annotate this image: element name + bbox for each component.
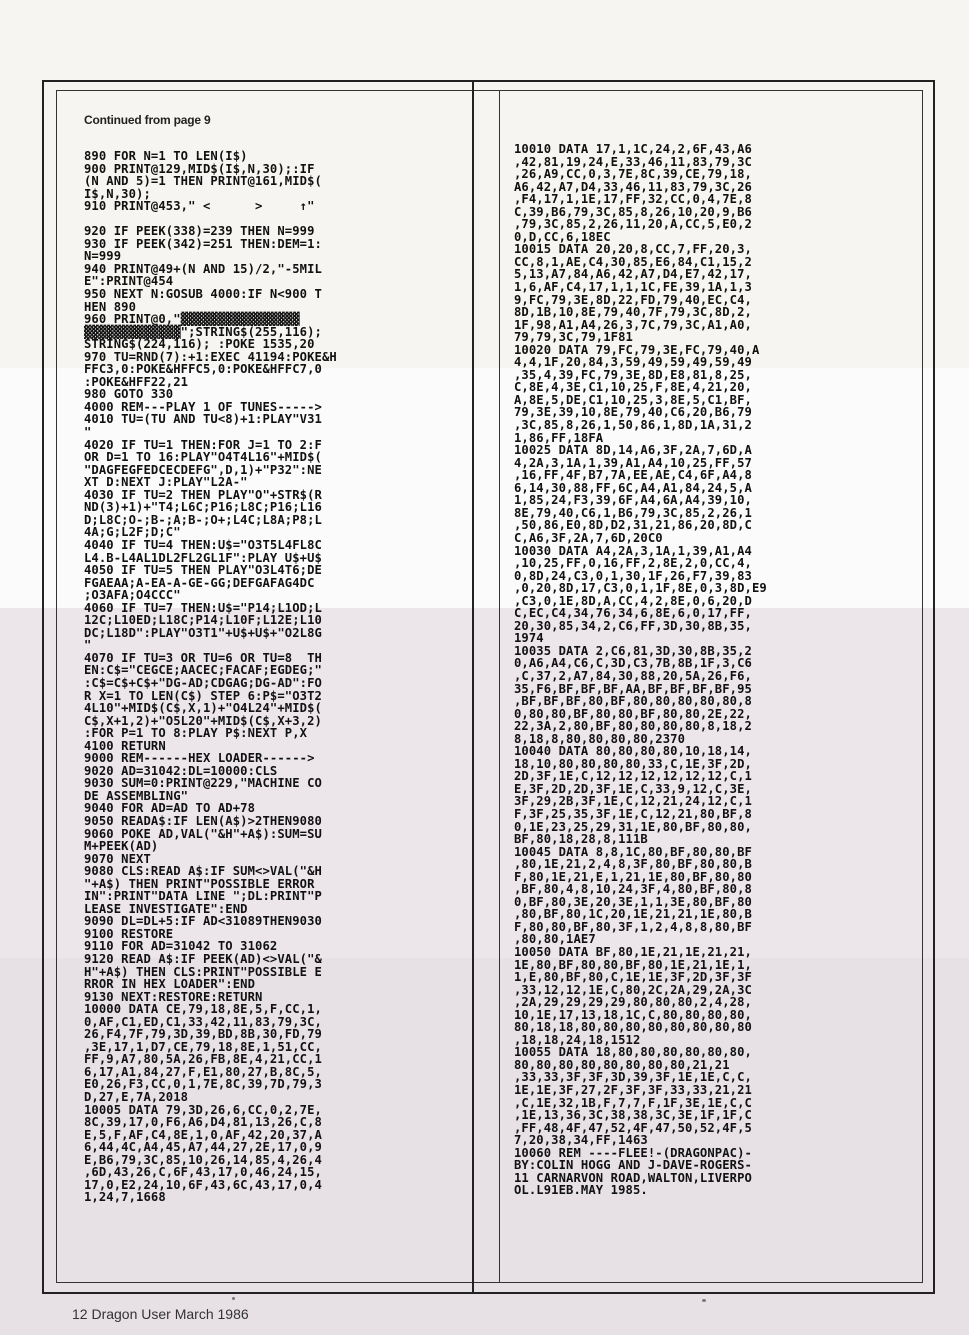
listing-line: 9120 READ A$:IF PEEK(AD)<>VAL("& (84, 952, 322, 966)
listing-left-column (84, 150, 464, 1204)
listing-line: ND(3)+1)+"T4;L6C;P16;L8C;P16;L16 (84, 500, 322, 515)
listing-line: 980 GOTO 330 (84, 387, 174, 402)
listing-line: 910 PRINT@453," < > ↑" (84, 199, 315, 214)
listing-line: 9130 NEXT:RESTORE:RETURN (84, 989, 263, 1004)
listing-line: 10000 DATA CE,79,18,8E,5,F,CC,1, (84, 1002, 322, 1017)
listing-line: 9090 DL=DL+5:IF AD<31089THEN9030 (84, 914, 322, 929)
listing-line: 9100 RESTORE (84, 926, 174, 941)
listing-line: 10055 DATA 18,80,80,80,80,80,80, (514, 1045, 752, 1060)
listing-line: ,C,37,2,A7,84,30,88,20,5A,26,F6, (514, 668, 752, 683)
listing-line: 0,AF,C1,ED,C1,33,42,11,83,79,3C, (84, 1014, 322, 1029)
listing-line: 1,86,FF,18FA (514, 430, 604, 445)
listing-line: ,FF,48,4F,47,52,4F,47,50,52,4F,5 (514, 1120, 752, 1135)
listing-line: ,BF,80,4,8,10,24,3F,4,80,BF,80,8 (514, 882, 752, 897)
listing-line: 0,8D,24,C3,0,1,30,1F,26,F7,39,83 (514, 568, 752, 583)
listing-line: 4000 REM---PLAY 1 OF TUNES-----> (84, 399, 322, 414)
listing-line: RROR IN HEX LOADER":END (84, 977, 256, 992)
listing-line: F,3F,25,35,3F,1E,C,12,21,80,BF,8 (514, 806, 752, 821)
listing-line: 4A;G;L2F;D;C" (84, 525, 181, 540)
listing-line: 0,80,80,BF,80,80,BF,80,80,2E,22, (514, 706, 752, 721)
listing-line: 890 FOR N=1 TO LEN(I$) (84, 149, 248, 163)
listing-line: DE ASSEMBLING" (84, 788, 189, 803)
listing-line: BY:COLIN HOGG AND J-DAVE-ROGERS- (514, 1158, 752, 1173)
listing-line: 79,79,3C,79,1F81 (514, 330, 633, 345)
scan-speck (702, 1299, 706, 1302)
listing-line: 930 IF PEEK(342)=251 THEN:DEM=1: (84, 236, 322, 251)
listing-line: 9040 FOR AD=AD TO AD+78 (84, 801, 256, 816)
listing-line: FFC3,0:POKE&HFFC5,0:POKE&HFFC7,0 (84, 362, 322, 377)
listing-line: 4L10"+MID$(C$,X,1)+"O4L24"+MID$( (84, 701, 322, 716)
listing-line: ,80,BF,80,1C,20,1E,21,21,1E,80,B (514, 907, 752, 922)
listing-line: 10,1E,17,13,18,1C,C,80,80,80,80, (514, 1007, 752, 1022)
listing-line: 10040 DATA 80,80,80,80,10,18,14, (514, 744, 752, 759)
listing-line: ,BF,BF,BF,80,BF,80,80,80,80,80,8 (514, 694, 752, 709)
listing-line: C$,X+1,2)+"O5L20"+MID$(C$,X+3,2) (84, 713, 322, 728)
listing-line: 9110 FOR AD=31042 TO 31062 (84, 939, 278, 954)
listing-line: 10020 DATA 79,FC,79,3E,FC,79,40,A (514, 342, 760, 357)
listing-line: 1,E,80,BF,80,C,1E,1E,3F,2D,3F,3F (514, 970, 752, 985)
listing-line: 10005 DATA 79,3D,26,6,CC,0,2,7E, (84, 1102, 322, 1117)
listing-right-column (514, 143, 914, 1197)
listing-line: 9060 POKE AD,VAL("&H"+A$):SUM=SU (84, 826, 322, 841)
listing-line: "+A$) THEN PRINT"POSSIBLE ERROR (84, 876, 315, 891)
listing-line: ,1E,13,36,3C,38,38,3C,3E,1F,1F,C (514, 1108, 752, 1123)
listing-line: C,A6,3F,2A,7,6D,20C0 (514, 530, 663, 545)
listing-line: LEASE INVESTIGATE":END (84, 901, 248, 916)
listing-line: 4030 IF TU=2 THEN PLAY"O"+STR$(R (84, 487, 322, 502)
listing-line: 9000 REM------HEX LOADER------> (84, 751, 315, 766)
listing-line: 0,A6,A4,C6,C,3D,C3,7B,8B,1F,3,C6 (514, 656, 752, 671)
listing-line: 22,3A,2,80,BF,80,80,80,80,8,18,2 (514, 719, 752, 734)
listing-line: ,6D,43,26,C,6F,43,17,0,46,24,15, (84, 1165, 322, 1180)
listing-line: 10035 DATA 2,C6,81,3D,30,8B,35,2 (514, 643, 752, 658)
listing-line: ,3E,17,1,D7,CE,79,18,8E,1,51,CC, (84, 1039, 322, 1054)
listing-line: 3F,29,2B,3F,1E,C,12,21,24,12,C,1 (514, 794, 752, 809)
listing-line: 4060 IF TU=7 THEN:U$="P14;L1OD;L (84, 600, 322, 615)
listing-line: ,35,4,39,FC,79,3E,8D,E8,81,8,25, (514, 367, 752, 382)
listing-line: ,2A,29,29,29,29,80,80,80,2,4,28, (514, 995, 752, 1010)
listing-line: C,39,B6,79,3C,85,8,26,10,20,9,B6 (514, 204, 752, 219)
listing-line: 950 NEXT N:GOSUB 4000:IF N<900 T (84, 287, 322, 302)
listing-line: 920 IF PEEK(338)=239 THEN N=999 (84, 224, 315, 239)
listing-line: 11 CARNARVON ROAD,WALTON,LIVERPO (514, 1170, 752, 1185)
listing-line: 6,17,A1,84,27,F,E1,80,27,B,8C,5, (84, 1064, 322, 1079)
listing-line: 80,18,18,80,80,80,80,80,80,80,80 (514, 1020, 752, 1035)
listing-line: ,3C,85,8,26,1,50,86,1,8D,1A,31,2 (514, 418, 752, 433)
listing-line: ;O3AFA;O4CCC" (84, 588, 181, 603)
listing-line: HEN 890 (84, 299, 137, 314)
listing-line: XT D:NEXT J:PLAY"L2A-" (84, 475, 248, 490)
listing-line: L4.B-L4AL1DL2FL2GL1F":PLAY U$+U$ (84, 550, 322, 565)
listing-line: IN":PRINT"DATA LINE ";DL:PRINT"P (84, 889, 322, 904)
listing-line: 4020 IF TU=1 THEN:FOR J=1 TO 2:F (84, 437, 322, 452)
listing-line: E,5,F,AF,C4,8E,1,0,AF,42,20,37,A (84, 1127, 322, 1142)
listing-line: 35,F6,BF,BF,BF,AA,BF,BF,BF,BF,95 (514, 681, 752, 696)
listing-line: ,26,A9,CC,0,3,7E,8C,39,CE,79,18, (514, 167, 752, 182)
listing-line: 4070 IF TU=3 OR TU=6 OR TU=8 TH (84, 650, 322, 665)
listing-line: " (84, 638, 92, 653)
listing-line: A6,42,A7,D4,33,46,11,83,79,3C,26 (514, 179, 752, 194)
listing-line: 9070 NEXT (84, 851, 151, 866)
listing-line: ,C,1E,32,1B,F,7,7,F,1F,3E,1E,C,C (514, 1095, 752, 1110)
listing-line: I$,N,30); (84, 186, 151, 201)
listing-line: OR D=1 TO 16:PLAY"O4T4L16"+MID$( (84, 450, 322, 465)
listing-line: 4010 TU=(TU AND TU<8)+1:PLAY"V31 (84, 412, 322, 427)
listing-line: D;L8C;O-;B-;A;B-;O+;L4C;L8A;P8;L (84, 512, 322, 527)
listing-line: 1,6,AF,C4,17,1,1,1C,FE,39,1A,1,3 (514, 280, 752, 295)
listing-line: 1E,80,BF,80,80,BF,80,1E,21,1E,1, (514, 957, 752, 972)
page-footer: 12 Dragon User March 1986 (72, 1306, 249, 1322)
listing-line: CC,8,1,AE,C4,30,85,E6,84,C1,15,2 (514, 254, 752, 269)
listing-line: ,16,FF,4F,B7,7A,EE,AE,C4,6F,A4,8 (514, 468, 752, 483)
listing-line: FGAEAA;A-EA-A-GE-GG;DEFGAFAG4DC (84, 575, 315, 590)
column-divider-inner (499, 90, 500, 1283)
listing-line: ,50,86,E0,8D,D2,31,21,86,20,8D,C (514, 518, 752, 533)
continued-note: Continued from page 9 (84, 113, 211, 127)
listing-line: E0,26,F3,CC,0,1,7E,8C,39,7D,79,3 (84, 1077, 322, 1092)
listing-line: C,EC,C4,34,76,34,6,8E,6,0,17,FF, (514, 606, 752, 621)
listing-line: STRING$(224,116); :POKE 1535,20 (84, 337, 315, 352)
listing-line: C,8E,4,3E,C1,10,25,F,8E,4,21,20, (514, 380, 752, 395)
column-divider (472, 80, 474, 1294)
listing-line: 8D,1B,10,8E,79,40,7F,79,3C,8D,2, (514, 305, 752, 320)
listing-line: ,0,20,8D,17,C3,0,1,1F,8E,0,3,8D,E9 (514, 581, 767, 596)
listing-line: 10010 DATA 17,1,1C,24,2,6F,43,A6 (514, 142, 752, 156)
listing-line: 10015 DATA 20,20,8,CC,7,FF,20,3, (514, 242, 752, 257)
listing-line: 4,2A,3,1A,1,39,A1,A4,10,25,FF,57 (514, 455, 752, 470)
listing-line: ,79,3C,85,2,26,11,20,A,CC,5,E0,2 (514, 217, 752, 232)
listing-line: 6,44,4C,A4,45,A7,44,27,2E,17,0,9 (84, 1140, 322, 1155)
listing-line: 79,3E,39,10,8E,79,40,C6,20,B6,79 (514, 405, 752, 420)
listing-line: 6,14,30,88,FF,6C,A4,A1,84,24,5,A (514, 480, 752, 495)
listing-line: 10025 DATA 8D,14,A6,3F,2A,7,6D,A (514, 443, 752, 458)
listing-line: 8,18,8,80,80,80,80,2370 (514, 731, 686, 746)
listing-line: 9050 READA$:IF LEN(A$)>2THEN9080 (84, 813, 322, 828)
listing-line: 1,85,24,F3,39,6F,A4,6A,A4,39,10, (514, 493, 752, 508)
listing-line: M+PEEK(AD) (84, 839, 159, 854)
scan-speck (232, 1297, 235, 1300)
listing-line: 7,20,38,34,FF,1463 (514, 1133, 648, 1148)
listing-line: 9020 AD=31042:DL=10000:CLS (84, 763, 278, 778)
listing-line: N=999 (84, 249, 122, 264)
listing-line: 0,1E,23,25,29,31,1E,80,BF,80,80, (514, 819, 752, 834)
listing-line: R X=1 TO LEN(C$) STEP 6:P$="O3T2 (84, 688, 322, 703)
listing-line: ,42,81,19,24,E,33,46,11,83,79,3C (514, 154, 752, 169)
listing-line: " (84, 425, 92, 440)
listing-line: :C$=C$+C$+"DG-AD;CDGAG;DG-AD":FO (84, 675, 322, 690)
listing-line: 10045 DATA 8,8,1C,80,BF,80,80,BF (514, 844, 752, 859)
listing-line: 18,10,80,80,80,80,33,C,1E,3F,2D, (514, 756, 752, 771)
listing-line: 26,F4,7F,79,3D,39,BD,8B,30,FD,79 (84, 1027, 322, 1042)
listing-line: OL.L91EB.MAY 1985. (514, 1183, 648, 1198)
listing-line: 960 PRINT@0,"▓▓▓▓▓▓▓▓▓▓▓▓▓▓▓▓ (84, 312, 300, 327)
listing-line: 2D,3F,1E,C,12,12,12,12,12,12,C,1 (514, 769, 752, 784)
listing-line: 1F,98,A1,A4,26,3,7C,79,3C,A1,A0, (514, 317, 752, 332)
listing-line: 4100 RETURN (84, 738, 166, 753)
listing-line: 8E,79,40,C6,1,B6,79,3C,85,2,26,1 (514, 505, 752, 520)
listing-line: ,F4,17,1,1E,17,FF,32,CC,0,4,7E,8 (514, 192, 752, 207)
listing-line: D,27,E,7A,2018 (84, 1090, 189, 1105)
listing-line: ,33,33,3F,3F,3D,39,3F,1E,1E,C,C, (514, 1070, 752, 1085)
listing-line: 4,4,1F,20,84,3,59,49,59,49,59,49 (514, 355, 752, 370)
listing-line: "DAGFEGFEDCECDEFG",D,1)+"P32":NE (84, 462, 322, 477)
listing-line: ,80,1E,21,2,4,8,3F,80,BF,80,80,B (514, 857, 752, 872)
listing-line: 940 PRINT@49+(N AND 15)/2,"-5MIL (84, 261, 322, 276)
listing-line: 9,FC,79,3E,8D,22,FD,79,40,EC,C4, (514, 292, 752, 307)
listing-line: FF,9,A7,80,5A,26,FB,8E,4,21,CC,1 (84, 1052, 322, 1067)
listing-line: E,3F,2D,2D,3F,1E,C,33,9,12,C,3E, (514, 781, 752, 796)
listing-line: ,18,18,24,18,1512 (514, 1032, 641, 1047)
listing-line: H"+A$) THEN CLS:PRINT"POSSIBLE E (84, 964, 322, 979)
listing-line: ▓▓▓▓▓▓▓▓▓▓▓▓▓";STRING$(255,116); (84, 324, 322, 339)
listing-line: 1974 (514, 631, 544, 646)
listing-line: E":PRINT@454 (84, 274, 174, 289)
listing-line: (N AND 5)=1 THEN PRINT@161,MID$( (84, 174, 322, 189)
listing-line: EN:C$="CEGCE;AACEC;FACAF;EGDEG;" (84, 663, 322, 678)
listing-line: 8C,39,17,0,F6,A6,D4,81,13,26,C,8 (84, 1115, 322, 1130)
listing-line: 1,24,7,1668 (84, 1190, 166, 1205)
listing-line: ,80,80,1AE7 (514, 932, 596, 947)
listing-line: 0,D,CC,6,18EC (514, 229, 611, 244)
listing-line: 9030 SUM=0:PRINT@229,"MACHINE CO (84, 776, 322, 791)
listing-line: :FOR P=1 TO 8:PLAY P$:NEXT P,X (84, 726, 308, 741)
listing-line: 5,13,A7,84,A6,42,A7,D4,E7,42,17, (514, 267, 752, 282)
listing-line: 10050 DATA BF,80,1E,21,1E,21,21, (514, 945, 752, 959)
listing-line: 20,30,85,34,2,C6,FF,3D,30,8B,35, (514, 618, 752, 633)
listing-line: 10030 DATA A4,2A,3,1A,1,39,A1,A4 (514, 543, 752, 558)
listing-line: E,B6,79,3C,85,10,26,14,85,4,26,4 (84, 1152, 322, 1167)
listing-line: BF,80,18,28,8,111B (514, 832, 648, 847)
listing-line: ,C3,0,1E,8D,A,CC,4,2,8E,0,6,20,D (514, 593, 752, 608)
listing-line: 17,0,E2,24,10,6F,43,6C,43,17,0,4 (84, 1177, 322, 1192)
listing-line: 0,BF,80,3E,20,3E,1,1,3E,80,BF,80 (514, 894, 752, 909)
listing-line: 10060 REM ----FLEE!-(DRAGONPAC)- (514, 1145, 752, 1160)
listing-line: DC;L18D":PLAY"O3T1"+U$+U$+"O2L8G (84, 625, 322, 640)
listing-line: 1E,1E,3F,27,2F,3F,3F,33,33,21,21 (514, 1083, 752, 1098)
listing-line: F,80,1E,21,E,1,21,1E,80,BF,80,80 (514, 869, 752, 884)
listing-line: 9080 CLS:READ A$:IF SUM<>VAL("&H (84, 864, 322, 879)
listing-line: A,8E,5,DE,C1,10,25,3,8E,5,C1,BF, (514, 392, 752, 407)
listing-line: 900 PRINT@129,MID$(I$,N,30);:IF (84, 161, 315, 176)
listing-line: 12C;L10ED;L18C;P14;L10F;L12E;L10 (84, 613, 322, 628)
listing-line: ,10,25,FF,0,16,FF,2,8E,2,0,CC,4, (514, 556, 752, 571)
listing-line: 80,80,80,80,80,80,80,80,21,21 (514, 1057, 730, 1072)
listing-line: 4040 IF TU=4 THEN:U$="O3T5L4FL8C (84, 537, 322, 552)
listing-line: :POKE&HFF22,21 (84, 374, 189, 389)
listing-line: ,33,12,12,1E,C,80,2C,2A,29,2A,3C (514, 982, 752, 997)
listing-line: 4050 IF TU=5 THEN PLAY"O3L4T6;DE (84, 563, 322, 578)
listing-line: 970 TU=RND(7):+1:EXEC 41194:POKE&H (84, 349, 337, 364)
listing-line: F,80,80,BF,80,3F,1,2,4,8,8,80,BF (514, 919, 752, 934)
